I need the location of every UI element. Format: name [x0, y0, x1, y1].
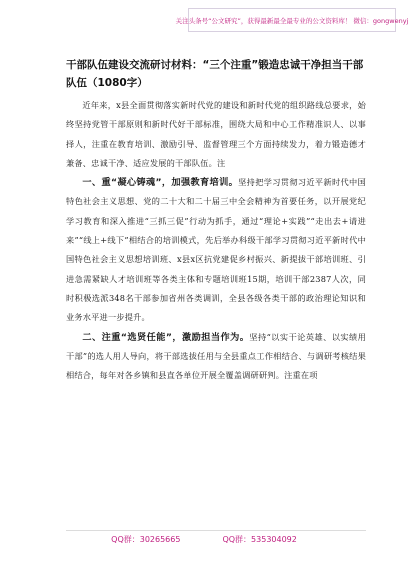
- footer-divider: [66, 530, 366, 531]
- section-2-text: 坚持“以实干论英雄、以实绩用干部”的选人用人导向，将干部选拔任用与全县重点工作相结合、与调研考核结果相结合，每年对各乡镇和县直各单位开展全覆盖调研研判。注重在项: [66, 331, 366, 381]
- section-2-paragraph: [66, 328, 366, 386]
- header-banner-text: 关注头条号“公文研究”，获得最新最全最专业的公文资料库！ 微信：gongwenyj: [175, 16, 408, 25]
- intro-paragraph: 近年来，x县全面贯彻落实新时代党的建设和新时代党的组织路线总要求，始终坚持党管干部原则和新时代好干部标准，围绕大局和中心工作精准识人、以事择人，注重在教育培训、激励引导、监督管理三个方面持续发力，着力锻造德才兼备、忠诚干净、适应发展的干部队伍。注: [66, 100, 366, 168]
- section-1-paragraph: [66, 173, 366, 327]
- footer-qq-group-2: QQ群：535304092: [222, 535, 297, 544]
- section-1-heading: 一、重“凝心铸魂”，加强教育培训。: [82, 177, 239, 189]
- section-1-text: 坚持把学习贯彻习近平新时代中国特色社会主义思想、党的二十大和二十届三中全会精神为首要任务，以开展党纪学习教育和深入推进“三抓三促”行动为抓手，通过“理论+实践”“走出去+请进来”“线上+线下”相结合的培训模式，先后举办科级干部学习贯彻习近平新时代中国特色社会主义思想培训班、x县x区抗党建促乡村振兴、新提拔干部培训班、引进急需紧缺人才培训班等各类主体和专题培训班15期，培训干部2387人次，同时积极选派348名干部参加省州各类调训，全县各级各类干部的政治理论知识和业务水平进一步提升。: [66, 177, 366, 323]
- section-2-heading: 二、注重“选贤任能”，激励担当作为。: [82, 331, 250, 343]
- header-banner: [175, 8, 408, 32]
- document-title: 干部队伍建设交流研讨材料：“三个注重”锻造忠诚干净担当干部队伍（1080字）: [66, 59, 364, 89]
- footer-qq-group-1: QQ群：30265665: [111, 535, 181, 544]
- document-body: [66, 96, 366, 385]
- footer: [0, 534, 408, 548]
